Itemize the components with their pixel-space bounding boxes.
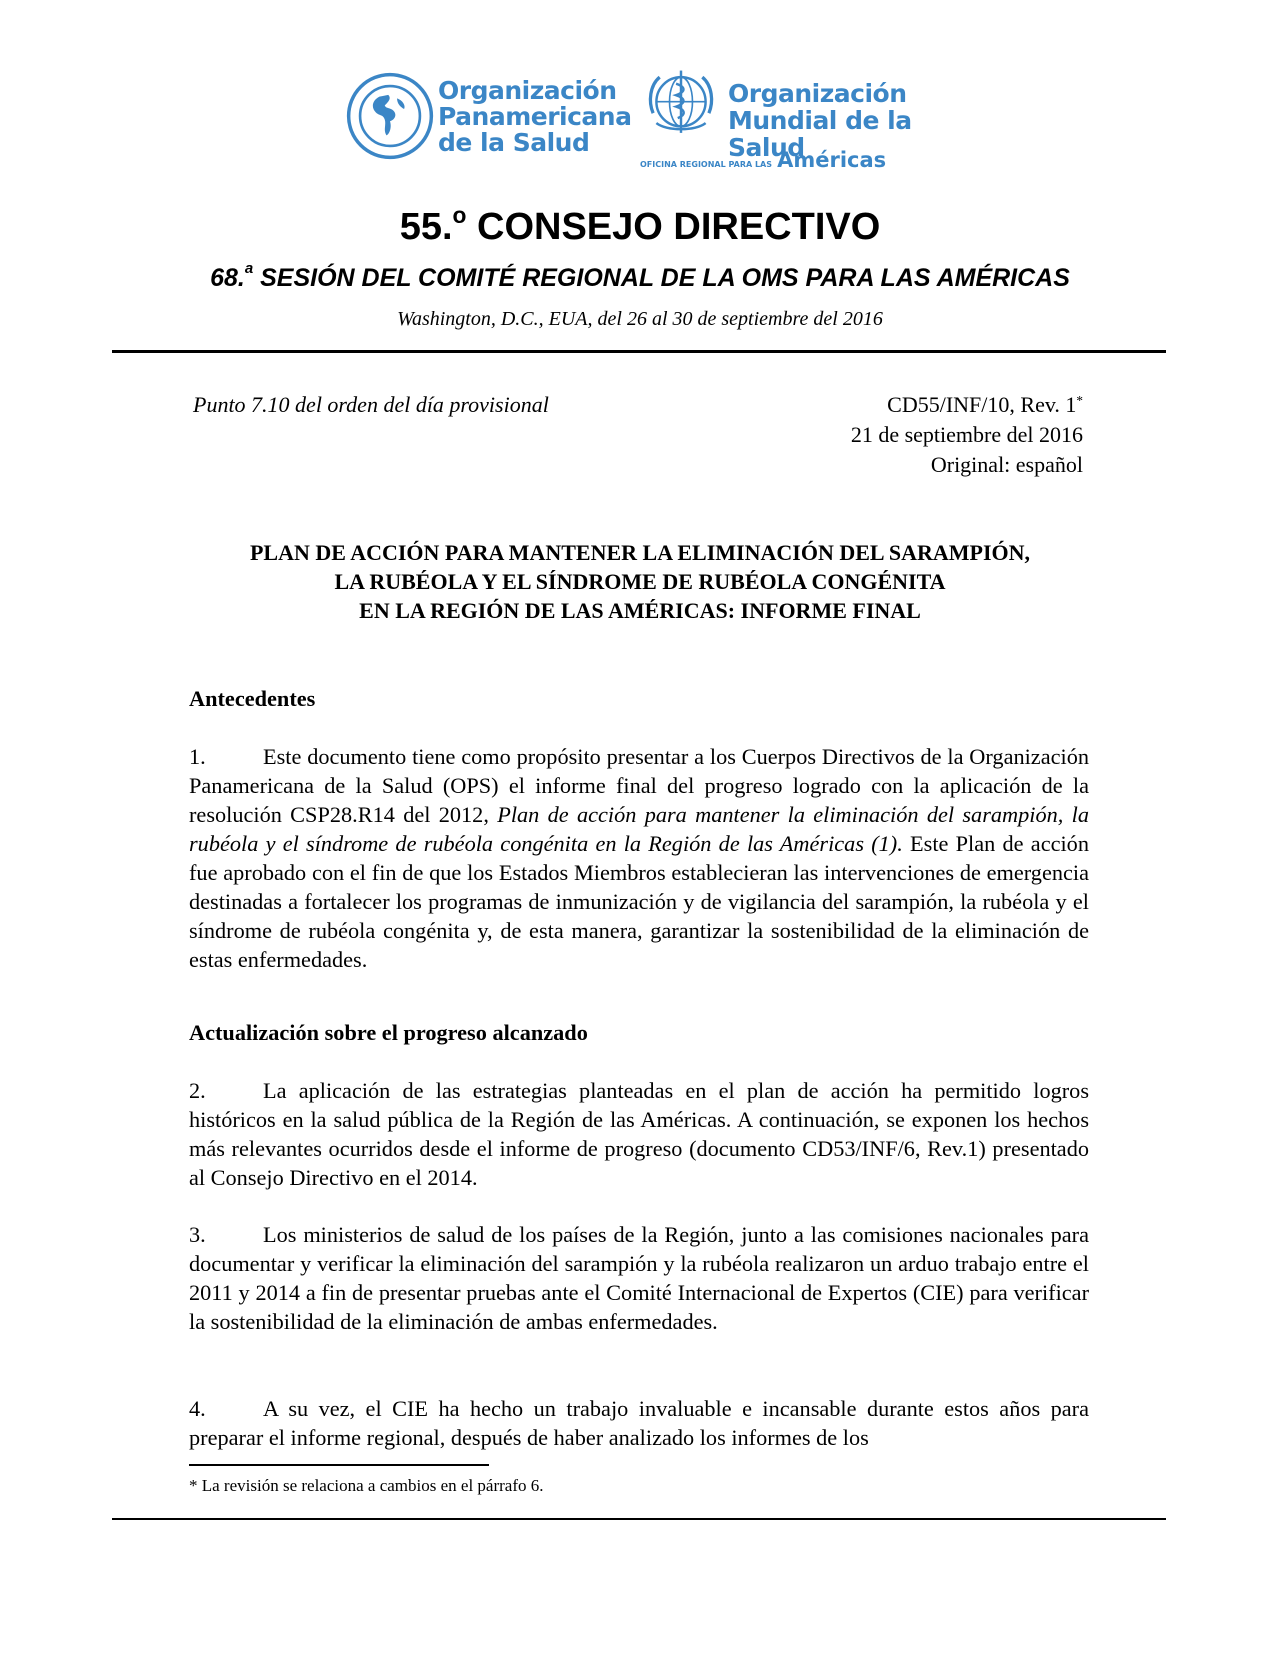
- paho-wordmark: [438, 78, 631, 156]
- agenda-item: Punto 7.10 del orden del día provisional: [193, 392, 549, 417]
- document-meta: [851, 390, 1083, 480]
- who-line-2: Mundial de la Salud: [728, 106, 912, 162]
- section-heading-progress: Actualización sobre el progreso alcanzado: [189, 1020, 588, 1045]
- document-date: 21 de septiembre del 2016: [850, 422, 1083, 447]
- paragraph-3: [189, 1220, 1089, 1336]
- paragraph-1-number: 1.: [189, 744, 206, 769]
- paho-seal-icon: [346, 72, 434, 160]
- council-text: CONSEJO DIRECTIVO: [466, 206, 881, 248]
- council-title: [0, 202, 1280, 249]
- who-emblem-icon: [640, 64, 722, 146]
- paho-line-1: Organización: [438, 76, 617, 105]
- who-region-label: [640, 148, 886, 172]
- document-original: Original: español: [930, 452, 1083, 477]
- section-heading-background: Antecedentes: [189, 686, 316, 711]
- paho-line-2: Panamericana: [438, 102, 632, 131]
- title-line-1: PLAN DE ACCIÓN PARA MANTENER LA ELIMINACIÓN DEL SARAMPIÓN,: [249, 540, 1031, 565]
- paragraph-1: [189, 742, 1089, 974]
- document-title: [0, 538, 1280, 625]
- session-title: [0, 260, 1280, 293]
- paragraph-2-text: La aplicación de las estrategias planteadas en el plan de acción ha permitido logros históricos en la salud pública de la Región de las Américas. A continuación, se exponen los hechos más relevantes ocurridos desde el informe de progreso (documento CD53/INF/6, Rev.1) presentado al Consejo Directivo en el 2014.: [189, 1078, 1089, 1190]
- footnote: * La revisión se relaciona a cambios en el párrafo 6.: [189, 1476, 544, 1495]
- document-id-text: CD55/INF/10, Rev. 1: [887, 392, 1077, 417]
- paragraph-1-text-a: Este documento tiene como propósito presentar a los Cuerpos Directivos de la Organización Panamericana de la Salud (OPS) el informe final del progreso logrado con la aplicación de la resolución CSP28.R14 del 2012,: [189, 744, 1089, 827]
- paragraph-1-citation: Plan de acción para mantener la eliminación del sarampión, la rubéola y el síndrome de rubéola congénita en la Región de las Américas (1).: [189, 802, 1089, 856]
- paragraph-1-text-b: Este Plan de acción fue aprobado con el fin de que los Estados Miembros establecieran las intervenciones de emergencia destinadas a fortalecer los programas de inmunización y de vigilancia del sarampión, la rubéola y el síndrome de rubéola congénita y, de esta manera, garantizar la sostenibilidad de la eliminación de estas enfermedades.: [189, 831, 1089, 972]
- session-ordinal: a: [244, 260, 254, 277]
- title-line-3: EN LA REGIÓN DE LAS AMÉRICAS: INFORME FINAL: [359, 598, 921, 623]
- paragraph-2: [189, 1076, 1089, 1192]
- paragraph-3-number: 3.: [189, 1222, 206, 1247]
- paragraph-4-text: A su vez, el CIE ha hecho un trabajo invaluable e incansable durante estos años para preparar el informe regional, después de haber analizado los informes de los: [189, 1396, 1089, 1450]
- document-id-mark: *: [1076, 393, 1083, 408]
- logo-bar: [0, 60, 1280, 170]
- session-text: SESIÓN DEL COMITÉ REGIONAL DE LA OMS PARA LAS AMÉRICAS: [253, 264, 1070, 292]
- footer-divider: [112, 1518, 1166, 1520]
- document-id: [851, 390, 1083, 420]
- paragraph-2-number: 2.: [189, 1078, 206, 1103]
- paragraph-3-text: Los ministerios de salud de los países de la Región, junto a las comisiones nacionales para documentar y verificar la eliminación del sarampión y la rubéola realizaron un arduo trabajo entre el 2011 y 2014 a fin de presentar pruebas ante el Comité Internacional de Expertos (CIE) para verificar la sostenibilidad de la eliminación de ambas enfermedades.: [189, 1222, 1089, 1334]
- paho-logo: [346, 68, 632, 168]
- title-line-2: LA RUBÉOLA Y EL SÍNDROME DE RUBÉOLA CONGÉNITA: [334, 569, 946, 594]
- who-logo: [640, 64, 940, 174]
- paragraph-4: [189, 1394, 1089, 1452]
- footnote-divider: [189, 1464, 489, 1466]
- session-number: 68.: [210, 264, 245, 292]
- who-region-small: OFICINA REGIONAL PARA LAS: [640, 160, 773, 169]
- paho-line-3: de la Salud: [438, 128, 590, 157]
- meeting-place: Washington, D.C., EUA, del 26 al 30 de septiembre del 2016: [397, 308, 883, 330]
- council-number: 55.: [399, 206, 453, 248]
- paragraph-4-number: 4.: [189, 1396, 206, 1421]
- header-divider: [112, 350, 1166, 353]
- who-region-big: Américas: [777, 148, 887, 172]
- who-line-1: Organización: [728, 79, 907, 108]
- council-ordinal: o: [452, 202, 467, 228]
